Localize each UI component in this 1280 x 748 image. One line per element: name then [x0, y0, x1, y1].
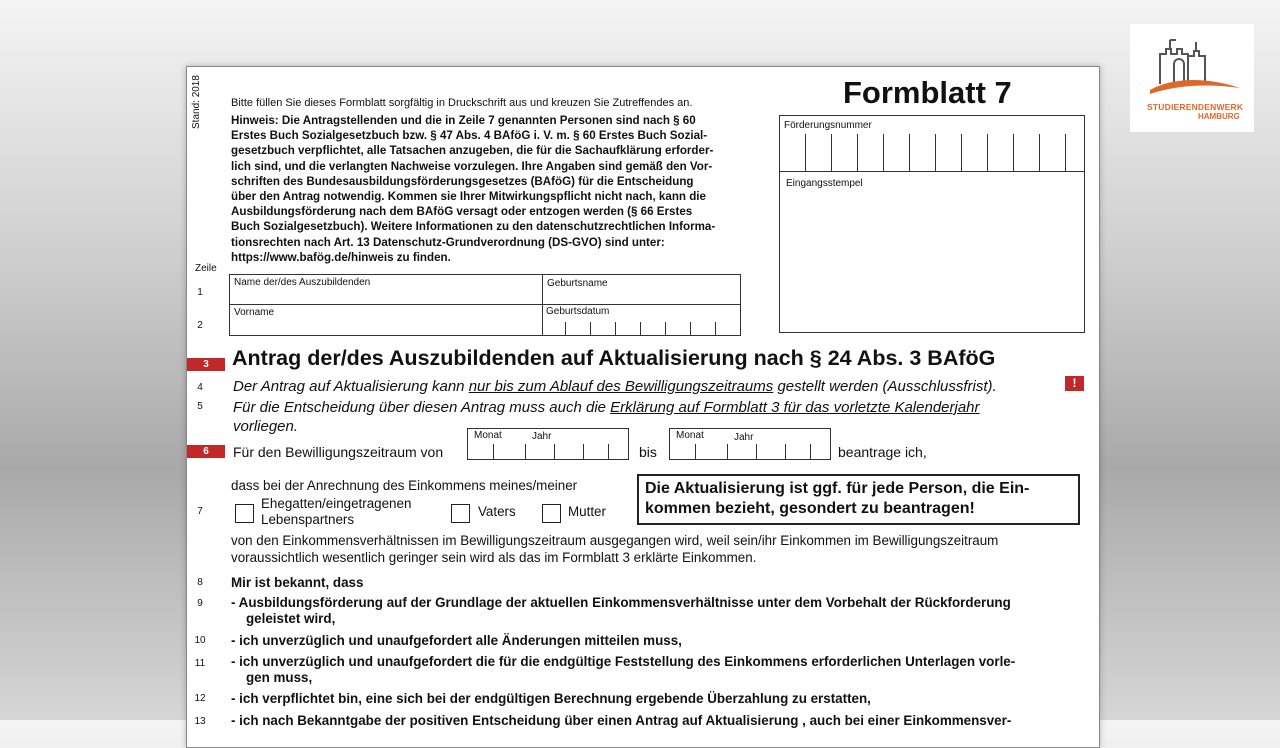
line-9-text: geleistet wird, — [246, 611, 336, 626]
row-marker-6: 6 — [187, 445, 225, 458]
line-11-text: - ich unverzüglich und unaufgefordert die für die endgültige Feststellung des Einkommens erforderlichen Unterlagen vorle- — [231, 654, 1016, 669]
row-number: 7 — [197, 506, 203, 517]
mutter-checkbox[interactable] — [542, 504, 561, 523]
form-sheet — [186, 66, 1100, 748]
mutter-label: Mutter — [568, 504, 606, 519]
ehegatte-label-line: Lebenspartners — [261, 512, 355, 527]
foerderungsnummer-field[interactable] — [779, 115, 1085, 173]
hinweis-line: Erstes Buch Sozialgesetzbuch bzw. § 47 Abs. 4 BAföG i. V. m. § 60 Erstes Buch Sozial- — [231, 129, 708, 143]
ehegatte-label — [261, 496, 411, 528]
row-number: 9 — [197, 598, 203, 609]
row-marker-3: 3 — [187, 358, 225, 371]
hinweis-line: tionsrechten nach Art. 13 Datenschutz-Grundverordnung (DS-GVO) sind unter: — [231, 235, 665, 249]
zeitraum-von-field[interactable] — [467, 428, 629, 460]
row-number: 13 — [194, 716, 206, 727]
line-12: - ich verpflichtet bin, eine sich bei der endgültigen Berechnung ergebende Überzahlung zu erstatten, — [231, 691, 871, 706]
geburtsdatum-ticks — [565, 322, 742, 335]
line-5-text-end: vorliegen. — [233, 418, 299, 435]
zeitraum-bis-field[interactable] — [669, 428, 831, 460]
name-field[interactable] — [229, 274, 544, 306]
line-5-underlined: Erklärung auf Formblatt 3 für das vorletzte Kalenderjahr — [610, 399, 980, 416]
line-5-text: Für die Entscheidung über diesen Antrag muss auch die — [233, 399, 611, 416]
row-number: 12 — [194, 693, 206, 704]
form-title: Formblatt 7 — [843, 75, 1012, 110]
line-7-intro: dass bei der Anrechnung des Einkommens meines/meiner — [231, 478, 578, 493]
monat-label: Monat — [676, 430, 704, 441]
row-number: 5 — [197, 401, 203, 412]
row-number: 1 — [197, 287, 203, 298]
zeile-label: Zeile — [195, 263, 217, 274]
row-number: 11 — [194, 658, 206, 669]
ehegatte-label-line: Ehegatten/eingetragenen — [261, 496, 412, 511]
line-10: - ich unverzüglich und unaufgefordert alle Änderungen mitteilen muss, — [231, 633, 682, 648]
vorname-label: Vorname — [234, 307, 275, 318]
ehegatte-checkbox[interactable] — [235, 504, 254, 523]
hinweis-line: über den Antrag notwendig. Kommen sie Ihrer Mitwirkungspflicht nicht nach, kann die — [231, 190, 706, 204]
line-4-underlined: nur bis zum Ablauf des Bewilligungszeitraums — [468, 378, 774, 395]
foerderungsnummer-ticks — [780, 134, 1091, 172]
name-label: Name der/des Auszubildenden — [234, 277, 371, 288]
jahr-label: Jahr — [532, 431, 552, 442]
row-number: 4 — [197, 382, 203, 393]
hinweis-link[interactable]: https://www.bafög.de/hinweis zu finden. — [231, 250, 451, 264]
eingangsstempel-field — [779, 171, 1085, 333]
logo-text-2: HAMBURG — [1198, 112, 1240, 121]
line-6-label: Für den Bewilligungszeitraum von — [233, 444, 444, 460]
geburtsdatum-label: Geburtsdatum — [546, 306, 610, 317]
warning-icon: ! — [1065, 376, 1084, 391]
hinweis-line: schriften des Bundesausbildungsförderungsgesetzes (BAföG) für die Entscheidung — [231, 174, 694, 188]
line-9-text: - Ausbildungsförderung auf der Grundlage der aktuellen Einkommensverhältnisse unter dem Vorbehalt der Rückforderung — [231, 595, 1011, 610]
vorname-field[interactable] — [229, 304, 544, 336]
after-line-7 — [231, 533, 998, 566]
geburtsname-field[interactable] — [542, 274, 741, 306]
geburtsdatum-field[interactable] — [542, 304, 741, 336]
hinweis-block — [231, 113, 751, 265]
studierendenwerk-logo — [1130, 24, 1254, 132]
row-number: 2 — [197, 320, 203, 331]
hinweis-line: gesetzbuch verpflichtet, alle Tatsachen anzugeben, die für die Sachaufklärung erforder- — [231, 144, 714, 158]
row-number: 8 — [197, 577, 203, 588]
hinweis-line: Hinweis: Die Antragstellenden und die in Zeile 7 genannten Personen sind nach § 60 — [231, 114, 696, 127]
geburtsname-label: Geburtsname — [547, 278, 608, 289]
line-13: - ich nach Bekanntgabe der positiven Entscheidung über einen Antrag auf Aktualisierung , auch bei einer Einkommensver- — [231, 713, 1012, 728]
vater-checkbox[interactable] — [451, 504, 470, 523]
line-4 — [233, 378, 997, 395]
bis-ticks — [695, 444, 812, 459]
monat-label: Monat — [474, 430, 502, 441]
after-line-7-text: von den Einkommensverhältnissen im Bewilligungszeitraum ausgegangen wird, weil sein/ihr Einkommen im Bewilligungszeitraum — [231, 533, 999, 548]
line-9 — [231, 595, 1011, 627]
jahr-label: Jahr — [734, 432, 754, 443]
hinweis-line: lich sind, und die verlangten Nachweise vorzulegen. Ihre Angaben sind gemäß den Vor- — [231, 159, 713, 173]
stand-label: Stand: 2018 — [191, 75, 202, 129]
line-4-text-end: gestellt werden (Ausschlussfrist). — [773, 378, 997, 395]
logo-text-1: STUDIERENDENWERK — [1147, 102, 1244, 112]
line-6-end: beantrage ich, — [838, 444, 927, 460]
row-number: 10 — [194, 635, 206, 646]
notice-line: kommen bezieht, gesondert zu beantragen! — [645, 500, 975, 517]
after-line-7-text: voraussichtlich wesentlich geringer sein wird als das im Formblatt 3 erklärte Einkommen. — [231, 549, 757, 565]
bis-label: bis — [639, 444, 657, 460]
intro-text: Bitte füllen Sie dieses Formblatt sorgfältig in Druckschrift aus und kreuzen Sie Zutreffendes an. — [231, 97, 693, 109]
von-ticks — [493, 444, 610, 459]
notice-line: Die Aktualisierung ist ggf. für jede Person, die Ein- — [645, 480, 1030, 497]
vater-label: Vaters — [478, 504, 516, 519]
line-4-text: Der Antrag auf Aktualisierung kann — [233, 378, 469, 395]
hinweis-line: Buch Sozialgesetzbuch). Weitere Informationen zu den datenschutzrechtlichen Informa- — [231, 220, 716, 234]
foerderungsnummer-label: Förderungsnummer — [784, 120, 872, 131]
aktualisierung-notice — [637, 474, 1080, 525]
line-11-text: gen muss, — [246, 670, 313, 685]
hinweis-line: Ausbildungsförderung nach dem BAföG versagt oder entzogen werden (§ 66 Erstes — [231, 205, 693, 219]
form-heading: Antrag der/des Auszubildenden auf Aktualisierung nach § 24 Abs. 3 BAföG — [232, 346, 996, 370]
eingangsstempel-label: Eingangsstempel — [786, 178, 863, 189]
line-11 — [231, 654, 1015, 686]
line-8: Mir ist bekannt, dass — [231, 575, 364, 590]
